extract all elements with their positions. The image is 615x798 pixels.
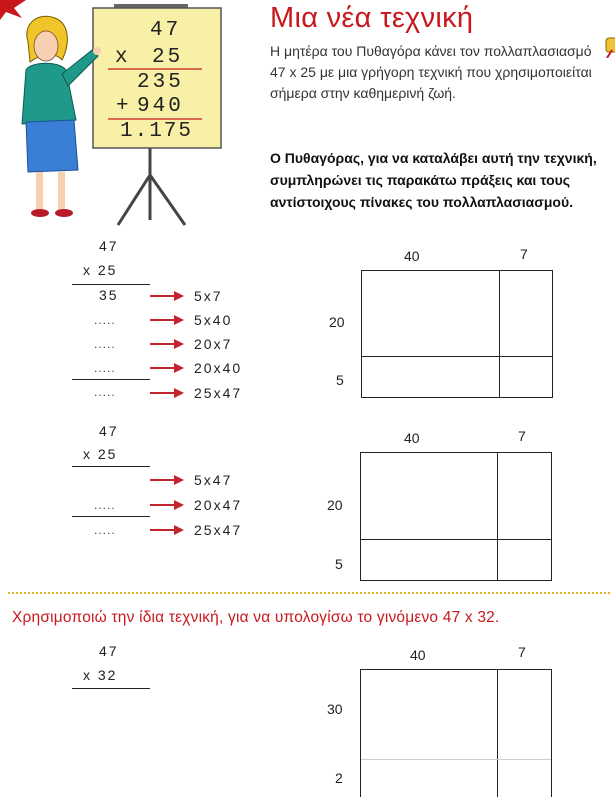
arrow-right-icon (150, 387, 184, 399)
grid2-cell-40x5[interactable] (361, 540, 497, 580)
grid3-cell-40x2[interactable] (361, 760, 497, 798)
grid2-row-label-2: 5 (335, 556, 343, 572)
ex2-partial-2[interactable]: ..... (94, 498, 116, 512)
ex3-multiplier: x 32 (83, 667, 118, 683)
grid1-row-label-2: 5 (336, 372, 344, 388)
board-times-sign: x (115, 46, 128, 69)
arrow-right-icon (150, 499, 184, 511)
ex1-expr-2: 5x40 (194, 312, 233, 328)
grid1-row-label-1: 20 (329, 314, 345, 330)
ex3-rule-top (72, 688, 150, 689)
board-plus-sign: + (116, 95, 129, 118)
ex2-partial-3[interactable]: ..... (94, 523, 116, 537)
ex1-multiplier: x 25 (83, 262, 118, 278)
multiplication-grid-2 (360, 452, 552, 581)
section-separator (8, 592, 610, 594)
ex1-partial-4[interactable]: ..... (94, 361, 116, 375)
multiplication-grid-3 (360, 669, 552, 797)
ex1-expr-3: 20x7 (194, 336, 233, 352)
grid1-cell-40x5[interactable] (362, 357, 499, 397)
grid2-row-label-1: 20 (327, 497, 343, 513)
ex2-multiplier: x 25 (83, 446, 118, 462)
ex2-rule-bottom (72, 516, 150, 517)
ex1-multiplicand: 47 (99, 238, 119, 254)
board-line-5: 1.175 (120, 120, 194, 143)
grid1-cell-40x20[interactable] (362, 271, 499, 356)
ex2-expr-1: 5x47 (194, 472, 233, 488)
ex1-rule-top (72, 284, 150, 285)
arrow-right-icon (150, 474, 184, 486)
grid2-col-label-2: 7 (518, 428, 526, 444)
teacher-easel-illustration (0, 0, 230, 232)
page-title: Μια νέα τεχνική (270, 2, 474, 34)
ex1-partial-1: 35 (99, 287, 119, 303)
grid1-cell-7x5[interactable] (500, 357, 553, 397)
grid3-cell-40x30[interactable] (361, 670, 497, 759)
grid2-cell-7x5[interactable] (498, 540, 552, 580)
ex1-partial-2[interactable]: ..... (94, 313, 116, 327)
task-paragraph: Ο Πυθαγόρας, για να καταλάβει αυτή την τεχνική, συμπληρώνει τις παρακάτω πράξεις και τους αντίστοιχους πίνακες του πολλαπλασιασμού. (270, 150, 597, 210)
arrow-right-icon (150, 524, 184, 536)
grid2-cell-7x20[interactable] (498, 453, 552, 539)
multiplication-grid-1 (361, 270, 553, 398)
grid1-col-label-2: 7 (520, 246, 528, 262)
arrow-right-icon (150, 314, 184, 326)
ex1-expr-5: 25x47 (194, 385, 243, 401)
board-line-2: 25 (152, 46, 184, 69)
corner-decoration-icon (603, 32, 615, 58)
ex1-partial-3[interactable]: ..... (94, 337, 116, 351)
grid1-cell-7x20[interactable] (500, 271, 553, 356)
ex1-expr-4: 20x40 (194, 360, 243, 376)
ex2-multiplicand: 47 (99, 423, 119, 439)
ex1-expr-1: 5x7 (194, 288, 223, 304)
exercise3-instruction: Χρησιμοποιώ την ίδια τεχνική, για να υπολογίσω το γινόμενο 47 x 32. (12, 609, 500, 626)
ex2-expr-3: 25x47 (194, 522, 243, 538)
grid3-col-label-1: 40 (410, 647, 426, 663)
arrow-right-icon (150, 338, 184, 350)
grid3-col-label-2: 7 (518, 644, 526, 660)
arrow-right-icon (150, 362, 184, 374)
board-line-1: 47 (150, 19, 182, 42)
ex2-expr-2: 20x47 (194, 497, 243, 513)
ex3-multiplicand: 47 (99, 643, 119, 659)
board-line-3: 235 (137, 71, 184, 94)
grid2-cell-40x20[interactable] (361, 453, 497, 539)
ex1-rule-bottom (72, 379, 150, 380)
grid3-cell-7x2[interactable] (498, 760, 552, 798)
grid1-col-label-1: 40 (404, 248, 420, 264)
grid3-row-label-2: 2 (335, 770, 343, 786)
grid2-col-label-1: 40 (404, 430, 420, 446)
ex2-rule-top (72, 466, 150, 467)
grid3-cell-7x30[interactable] (498, 670, 552, 759)
arrow-right-icon (150, 290, 184, 302)
intro-paragraph: Η μητέρα του Πυθαγόρα κάνει τον πολλαπλασιασμό 47 x 25 με μια γρήγορη τεχνική που χρησιμοποιείται σήμερα στην καθημερινή ζωή. (270, 43, 592, 101)
ex1-partial-5[interactable]: ..... (94, 385, 116, 399)
grid3-row-label-1: 30 (327, 701, 343, 717)
board-line-4: 940 (137, 95, 184, 118)
